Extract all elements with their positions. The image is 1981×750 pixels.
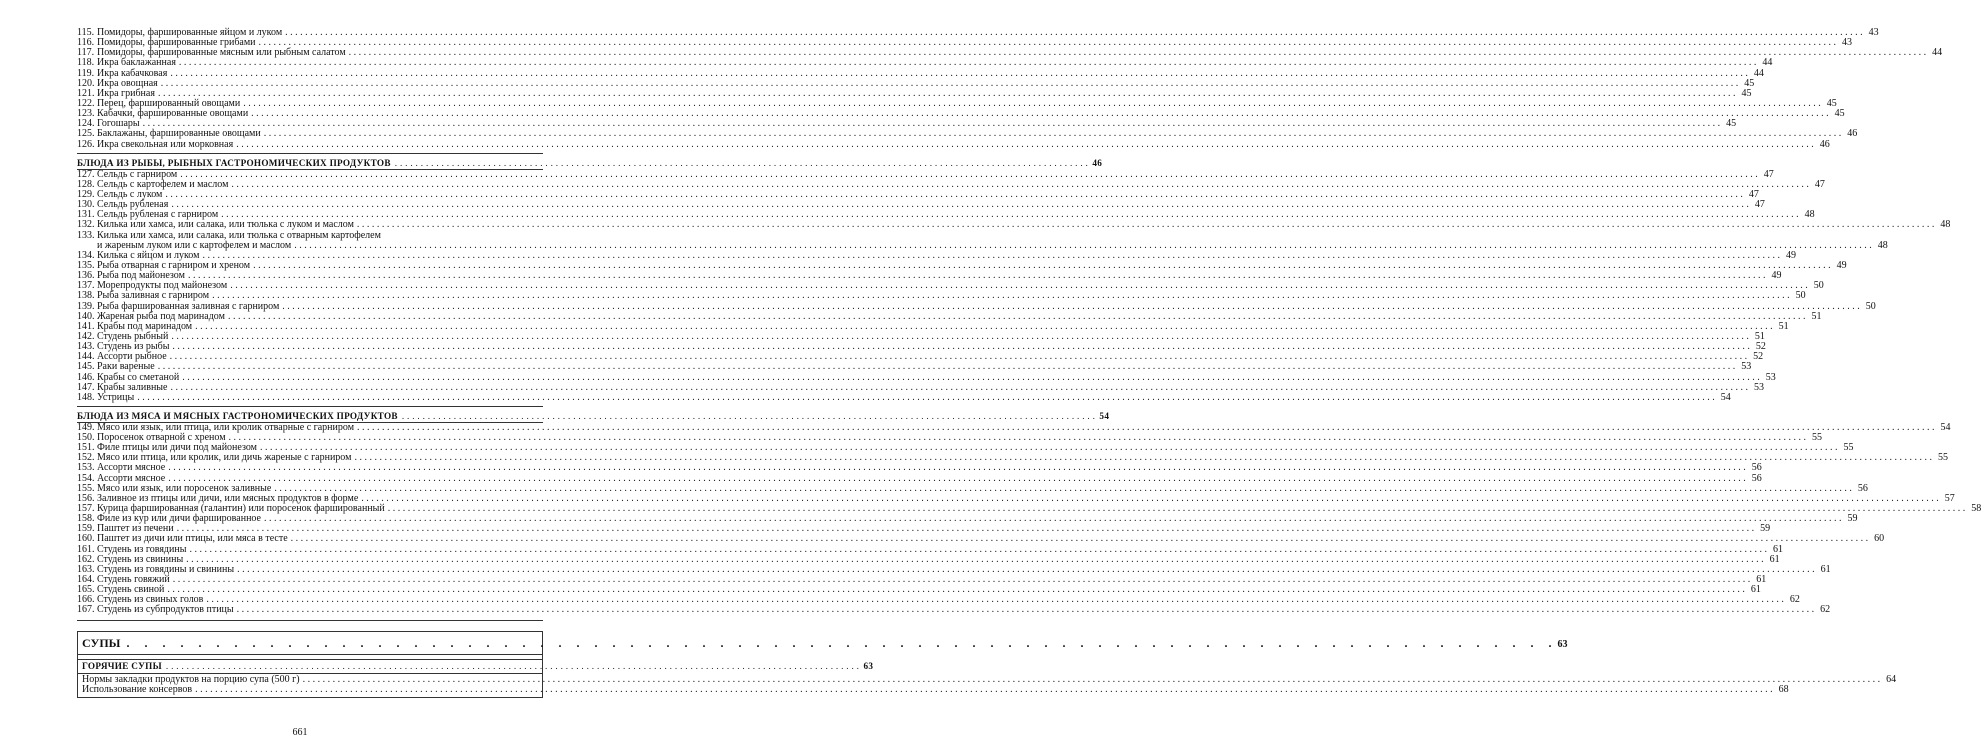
entry-title: Икра кабачковая <box>97 67 168 79</box>
entry-title: Сельдь рубленая с гарниром <box>97 209 219 221</box>
entry-title: Морепродукты под майонезом <box>97 280 228 292</box>
dot-leader <box>402 410 1095 422</box>
entry-page: 61 <box>1769 553 1780 565</box>
entry-page: 56 <box>1751 462 1762 474</box>
entry-number: 165. <box>77 584 95 596</box>
entry-page: 55 <box>1843 442 1854 454</box>
toc-entry <box>77 138 1830 150</box>
entry-title: Раки вареные <box>97 361 155 373</box>
entry-number: 145. <box>77 361 95 373</box>
entry-title: Рыба заливная с гарниром <box>97 290 210 302</box>
toc-block-fish <box>77 168 1951 403</box>
entry-number: 142. <box>77 330 95 342</box>
entry-title: Нормы закладки продуктов на порцию супа (500 г) <box>82 673 300 685</box>
divider <box>77 620 543 621</box>
entry-number: 131. <box>77 209 95 221</box>
entry-number: 129. <box>77 188 95 200</box>
entry-number: 139. <box>77 300 95 312</box>
page-number: 661 <box>292 727 308 738</box>
entry-title: Икра овощная <box>97 77 158 89</box>
entry-title: Курица фаршированная (галантин) или поросенок фаршированный <box>97 503 385 515</box>
entry-page: 45 <box>1744 77 1755 89</box>
entry-title: Ассорти мясное <box>97 472 166 484</box>
toc-entry <box>77 290 1806 302</box>
entry-page: 43 <box>1842 37 1853 49</box>
entry-title: Студень из свинины <box>97 553 184 565</box>
entry-title: Студень из говядины <box>97 543 187 555</box>
entry-title: Филе из кур или дичи фаршированное <box>97 513 261 525</box>
section-heading-hot-soups <box>77 659 874 674</box>
entry-number: 116. <box>77 37 95 49</box>
entry-title: Килька с яйцом и луком <box>97 249 200 261</box>
entry-page: 45 <box>1826 97 1837 109</box>
toc-block-meat <box>77 421 1981 616</box>
section-page: 54 <box>1099 410 1110 421</box>
entry-number: 140. <box>77 310 95 322</box>
entry-number: 128. <box>77 178 95 190</box>
entry-number: 130. <box>77 199 95 211</box>
entry-number: 144. <box>77 351 95 363</box>
toc-entry <box>77 604 1831 616</box>
entry-number: 119. <box>77 67 95 79</box>
entry-number: 124. <box>77 118 95 130</box>
entry-number: 136. <box>77 270 95 282</box>
entry-number: 158. <box>77 513 95 525</box>
section-page: 63 <box>863 660 874 671</box>
dot-leader <box>236 140 1814 150</box>
section-title: БЛЮДА ИЗ МЯСА И МЯСНЫХ ГАСТРОНОМИЧЕСКИХ ПРОДУКТОВ <box>77 410 398 421</box>
entry-title: Крабы со сметаной <box>97 371 180 383</box>
entry-title: Сельдь с картофелем и маслом <box>97 178 229 190</box>
entry-page: 45 <box>1741 87 1752 99</box>
entry-number: 123. <box>77 108 95 120</box>
entry-title: Студень из рыбы <box>97 341 170 353</box>
entry-title: Ассорти мясное <box>97 462 166 474</box>
entry-number: 163. <box>77 563 95 575</box>
entry-title: Икра свекольная или морковная <box>97 138 234 150</box>
entry-number: 122. <box>77 97 95 109</box>
entry-number: 146. <box>77 371 95 383</box>
entry-page: 53 <box>1765 371 1776 383</box>
entry-page: 44 <box>1932 47 1943 59</box>
entry-page: 58 <box>1971 503 1981 515</box>
entry-title: Студень из субпродуктов птицы <box>97 604 234 616</box>
entry-page: 61 <box>1820 563 1831 575</box>
entry-title: Крабы под маринадом <box>97 320 193 332</box>
entry-number: 161. <box>77 543 95 555</box>
entry-page: 56 <box>1751 472 1762 484</box>
divider <box>77 153 543 154</box>
entry-title: Филе птицы или дичи под майонезом <box>97 442 257 454</box>
entry-page: 49 <box>1836 259 1847 271</box>
entry-page: 61 <box>1772 543 1783 555</box>
entry-page: 62 <box>1820 604 1831 616</box>
entry-page: 52 <box>1753 351 1764 363</box>
section-heading-meat <box>77 410 1110 422</box>
entry-page: 49 <box>1785 249 1796 261</box>
entry-number: 126. <box>77 138 95 150</box>
entry-number: 164. <box>77 574 95 586</box>
entry-title: Использование консервов <box>82 683 193 695</box>
entry-number: 159. <box>77 523 95 535</box>
dot-leader <box>212 291 1790 301</box>
divider <box>77 406 543 407</box>
entry-title: Жареная рыба под маринадом <box>97 310 225 322</box>
entry-page: 48 <box>1877 239 1888 251</box>
entry-number: 154. <box>77 472 95 484</box>
entry-number: 120. <box>77 77 95 89</box>
entry-page: 52 <box>1755 341 1766 353</box>
entry-page: 44 <box>1762 57 1773 69</box>
dot-leader <box>395 157 1088 169</box>
entry-number: 148. <box>77 391 95 403</box>
dot-leader <box>166 660 859 673</box>
entry-number: 152. <box>77 452 95 464</box>
entry-page: 49 <box>1771 270 1782 282</box>
entry-page: 51 <box>1811 310 1822 322</box>
toc-block-hot-soups <box>77 673 1897 698</box>
entry-page: 51 <box>1778 320 1789 332</box>
toc-block-appetizers <box>77 27 1943 150</box>
section-page: 46 <box>1092 157 1103 168</box>
dot-leader <box>137 393 1715 403</box>
entry-number: 137. <box>77 280 95 292</box>
section-title: ГОРЯЧИЕ СУПЫ <box>82 660 162 671</box>
entry-number: 132. <box>77 219 95 231</box>
entry-page: 53 <box>1741 361 1752 373</box>
entry-page: 64 <box>1886 673 1897 685</box>
entry-page: 53 <box>1753 381 1764 393</box>
entry-title: Перец, фаршированный овощами <box>97 97 241 109</box>
table-of-contents <box>77 27 1981 698</box>
entry-title: Паштет из печени <box>97 523 174 535</box>
entry-number: 151. <box>77 442 95 454</box>
entry-page: 54 <box>1720 391 1731 403</box>
entry-number: 166. <box>77 594 95 606</box>
entry-title: Икра баклажанная <box>97 57 176 69</box>
entry-page: 48 <box>1940 219 1951 231</box>
entry-number: 125. <box>77 128 95 140</box>
entry-page: 46 <box>1819 138 1830 150</box>
entry-page: 45 <box>1834 108 1845 120</box>
entry-title: Рыба фаршированная заливная с гарниром <box>97 300 280 312</box>
dot-leader <box>195 685 1773 695</box>
dot-leader <box>126 632 1557 654</box>
entry-title: Сельдь рубленая <box>97 199 169 211</box>
entry-page: 47 <box>1814 178 1825 190</box>
entry-page: 51 <box>1754 330 1765 342</box>
entry-page: 48 <box>1804 209 1815 221</box>
section-heading-fish <box>77 157 1103 169</box>
entry-title: Мясо или язык, или поросенок заливные <box>97 482 272 494</box>
entry-page: 47 <box>1754 199 1765 211</box>
entry-page: 50 <box>1795 290 1806 302</box>
entry-title: Ассорти рыбное <box>97 351 167 363</box>
toc-entry <box>77 361 1752 373</box>
entry-page: 61 <box>1756 574 1767 586</box>
toc-entry <box>77 391 1731 403</box>
entry-number: 117. <box>77 47 95 59</box>
entry-number: 138. <box>77 290 95 302</box>
entry-title: Помидоры, фаршированные грибами <box>97 37 256 49</box>
entry-number: 141. <box>77 320 95 332</box>
entry-page: 68 <box>1778 683 1789 695</box>
entry-number: 155. <box>77 482 95 494</box>
entry-number: 135. <box>77 259 95 271</box>
dot-leader <box>357 220 1935 230</box>
entry-page: 61 <box>1750 584 1761 596</box>
entry-title: Заливное из птицы или дичи, или мясных продуктов в форме <box>97 492 359 504</box>
chapter-page: 63 <box>1557 638 1568 650</box>
entry-title: Паштет из дичи или птицы, или мяса в тесте <box>97 533 288 545</box>
entry-title: Икра грибная <box>97 87 155 99</box>
entry-page: 47 <box>1763 168 1774 180</box>
entry-title: Рыба под майонезом <box>97 270 185 282</box>
entry-title: и жареным луком или с картофелем и маслом <box>97 239 292 251</box>
entry-title: Помидоры, фаршированные мясным или рыбным салатом <box>97 47 346 59</box>
entry-number: 150. <box>77 432 95 444</box>
entry-title: Килька или хамса, или салака, или тюлька с отварным картофелем <box>97 229 381 241</box>
entry-number: 160. <box>77 533 95 545</box>
entry-page: 54 <box>1940 421 1951 433</box>
entry-page: 50 <box>1865 300 1876 312</box>
entry-number: 157. <box>77 503 95 515</box>
entry-title: Килька или хамса, или салака, или тюлька с луком и маслом <box>97 219 354 231</box>
entry-page: 62 <box>1789 594 1800 606</box>
entry-title: Сельдь с луком <box>97 188 163 200</box>
entry-title: Поросенок отварной с хреном <box>97 432 226 444</box>
entry-page: 47 <box>1748 188 1759 200</box>
entry-number: 153. <box>77 462 95 474</box>
entry-number: 115. <box>77 27 95 38</box>
entry-title: Студень свиной <box>97 584 165 596</box>
entry-title: Сельдь с гарниром <box>97 168 178 180</box>
entry-title: Крабы заливные <box>97 381 168 393</box>
entry-number: 162. <box>77 553 95 565</box>
entry-title: Устрицы <box>97 391 135 403</box>
entry-page: 59 <box>1760 523 1771 535</box>
entry-number: 167. <box>77 604 95 616</box>
entry-page: 57 <box>1944 492 1955 504</box>
entry-number: 121. <box>77 87 95 99</box>
entry-title: Помидоры, фаршированные яйцом и луком <box>97 27 283 38</box>
entry-page: 59 <box>1847 513 1858 525</box>
entry-title: Баклажаны, фаршированные овощами <box>97 128 261 140</box>
entry-number: 133. <box>77 229 95 241</box>
entry-page: 50 <box>1813 280 1824 292</box>
entry-number: 127. <box>77 168 95 180</box>
toc-entry <box>82 683 1789 695</box>
entry-number: 147. <box>77 381 95 393</box>
entry-title: Студень говяжий <box>97 574 170 586</box>
entry-title: Студень рыбный <box>97 330 169 342</box>
entry-page: 56 <box>1857 482 1868 494</box>
entry-number: 143. <box>77 341 95 353</box>
entry-page: 46 <box>1847 128 1858 140</box>
entry-number: 118. <box>77 57 95 69</box>
entry-number: 149. <box>77 421 95 433</box>
chapter-title: СУПЫ <box>82 635 121 650</box>
entry-title: Рыба отварная с гарниром и хреном <box>97 259 251 271</box>
entry-page: 60 <box>1874 533 1885 545</box>
entry-title: Гогошары <box>97 118 140 130</box>
entry-page: 45 <box>1726 118 1737 130</box>
section-title: БЛЮДА ИЗ РЫБЫ, РЫБНЫХ ГАСТРОНОМИЧЕСКИХ ПРОДУКТОВ <box>77 157 391 168</box>
entry-title: Мясо или птица, или кролик, или дичь жареные с гарниром <box>97 452 352 464</box>
entry-page: 55 <box>1937 452 1948 464</box>
chapter-heading-soups <box>77 631 1568 655</box>
entry-title: Кабачки, фаршированные овощами <box>97 108 249 120</box>
entry-page: 43 <box>1868 27 1879 38</box>
toc-entry <box>77 219 1951 231</box>
entry-number: 134. <box>77 249 95 261</box>
dot-leader <box>158 362 1736 372</box>
dot-leader <box>237 605 1815 615</box>
entry-title: Студень из говядины и свинины <box>97 563 235 575</box>
entry-page: 44 <box>1753 67 1764 79</box>
entry-number: 156. <box>77 492 95 504</box>
entry-page: 55 <box>1812 432 1823 444</box>
entry-title: Студень из свиных голов <box>97 594 204 606</box>
entry-title: Мясо или язык, или птица, или кролик отварные с гарниром <box>97 421 355 433</box>
